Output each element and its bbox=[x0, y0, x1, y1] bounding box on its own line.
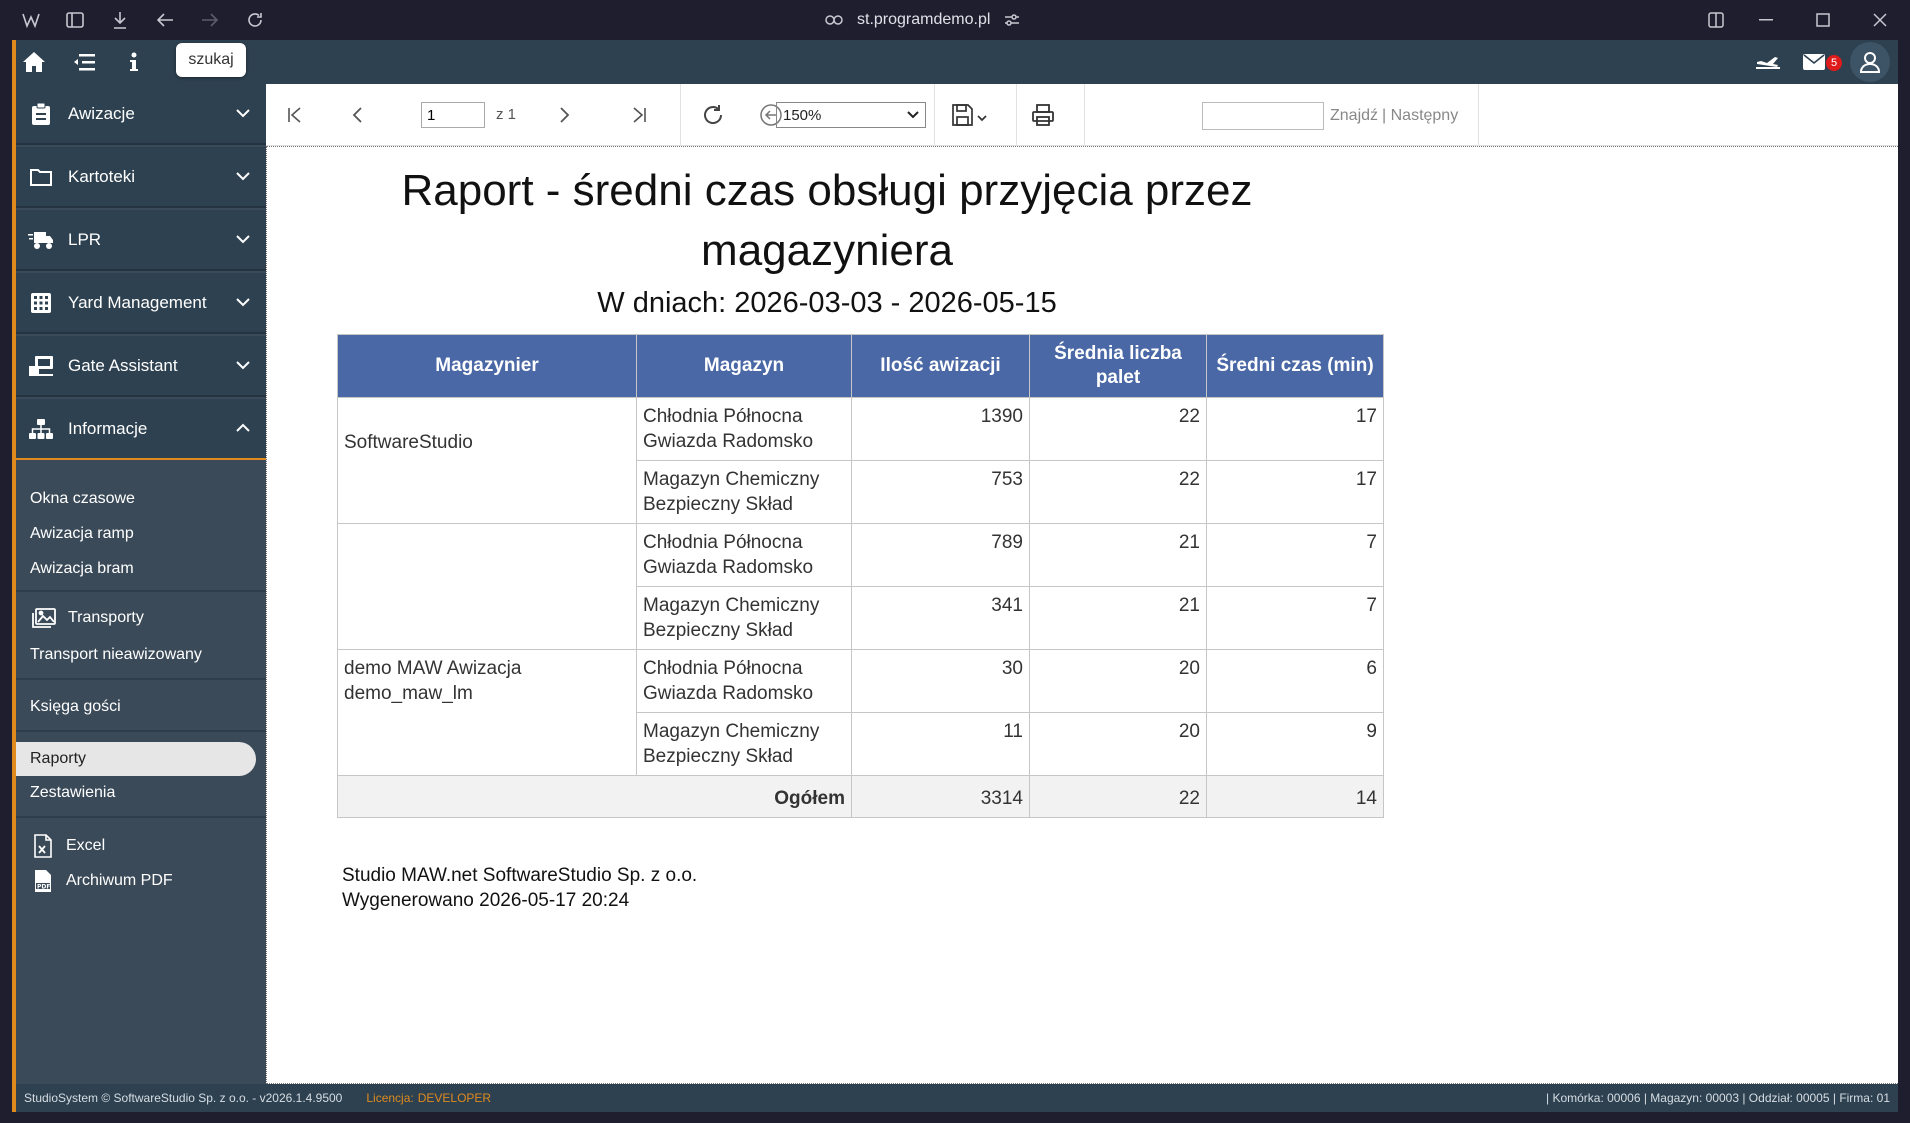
sidebar-item-label: Transport nieawizowany bbox=[30, 646, 202, 663]
report-date-range: W dniach: 2026-03-03 - 2026-05-15 bbox=[597, 287, 1057, 319]
sidebar-section-label: Yard Management bbox=[68, 292, 207, 312]
forward-arrow-icon[interactable] bbox=[196, 6, 224, 34]
chevron-down-icon bbox=[234, 293, 252, 311]
time-cell: 17 bbox=[1207, 398, 1384, 461]
grid-icon bbox=[28, 290, 54, 316]
sidebar-section-label: Awizacje bbox=[68, 103, 135, 123]
sidebar-divider bbox=[16, 678, 266, 680]
worker-cell: SoftwareStudio bbox=[338, 398, 637, 524]
time-cell: 7 bbox=[1207, 524, 1384, 587]
toolbar-separator bbox=[680, 84, 681, 146]
find-next-link[interactable]: | Następny bbox=[1382, 107, 1459, 124]
total-row bbox=[338, 776, 1384, 818]
address-bar[interactable] bbox=[825, 7, 1020, 33]
warehouse-cell: Magazyn Chemiczny Bezpieczny Skład bbox=[637, 461, 852, 524]
report-viewer-toolbar bbox=[266, 84, 1898, 146]
sidebar-item-label: Excel bbox=[66, 837, 106, 854]
total-pallets-cell: 22 bbox=[1030, 776, 1207, 818]
app-window bbox=[12, 40, 1898, 1112]
sidebar-section-label: Informacje bbox=[68, 418, 148, 438]
context-info: | Komórka: 00006 | Magazyn: 00003 | Oddział: 00005 | Firma: 01 bbox=[1546, 1091, 1890, 1105]
copyright-text: StudioSystem © SoftwareStudio Sp. z o.o. - v2026.1.4.9500 bbox=[24, 1091, 343, 1105]
footer-generated: Wygenerowano 2026-05-17 20:24 bbox=[342, 890, 630, 911]
time-cell: 9 bbox=[1207, 713, 1384, 776]
reload-icon[interactable] bbox=[241, 6, 269, 34]
sidebar-item-label: Transporty bbox=[68, 609, 144, 626]
print-icon[interactable] bbox=[1028, 100, 1058, 130]
excel-file-icon bbox=[32, 834, 54, 858]
warehouse-cell: Chłodnia Północna Gwiazda Radomsko bbox=[637, 650, 852, 713]
sidebar-section-gate-assistant[interactable] bbox=[16, 336, 266, 397]
sidebar-section-yard-management[interactable] bbox=[16, 273, 266, 334]
sidebar-item-label: Awizacja ramp bbox=[30, 525, 134, 542]
time-cell: 7 bbox=[1207, 587, 1384, 650]
zoom-select[interactable] bbox=[776, 102, 926, 128]
toolbar-separator bbox=[1084, 84, 1085, 146]
folder-icon bbox=[28, 164, 54, 190]
clipboard-icon bbox=[28, 101, 54, 127]
sidebar-item-excel[interactable] bbox=[32, 834, 105, 858]
time-cell: 17 bbox=[1207, 461, 1384, 524]
sidebar-toggle-icon[interactable] bbox=[61, 6, 89, 34]
column-header-warehouse: Magazyn bbox=[637, 335, 852, 398]
column-header-time: Średni czas (min) bbox=[1207, 335, 1384, 398]
pdf-file-icon bbox=[32, 869, 54, 893]
top-navigation-bar bbox=[16, 40, 1898, 84]
table-header-row bbox=[338, 335, 1384, 398]
pallets-cell: 20 bbox=[1030, 713, 1207, 776]
license-value: DEVELOPER bbox=[417, 1091, 492, 1105]
toolbar-separator bbox=[934, 84, 935, 146]
warehouse-cell: Magazyn Chemiczny Bezpieczny Skład bbox=[637, 587, 852, 650]
page-number-input[interactable] bbox=[421, 102, 485, 128]
page-count-label: z 1 bbox=[496, 106, 517, 123]
sidebar-section-awizacje[interactable] bbox=[16, 84, 266, 145]
warehouse-cell: Chłodnia Północna Gwiazda Radomsko bbox=[637, 524, 852, 587]
sidebar-item-transport-nieawizowany[interactable] bbox=[30, 646, 202, 664]
sidebar bbox=[16, 84, 266, 1084]
refresh-icon[interactable] bbox=[698, 100, 728, 130]
find-link[interactable]: Znajdź bbox=[1330, 107, 1379, 124]
search-tooltip[interactable]: szukaj bbox=[176, 43, 246, 77]
report-table bbox=[337, 334, 1384, 818]
close-icon[interactable] bbox=[1866, 6, 1894, 34]
browser-titlebar bbox=[0, 0, 1910, 40]
sidebar-divider bbox=[16, 590, 266, 592]
find-next-label: Następny bbox=[1390, 107, 1459, 124]
find-text-input[interactable] bbox=[1202, 102, 1324, 130]
zoom-value: 150% bbox=[783, 106, 822, 124]
report-title: Raport - średni czas obsługi przyjęcia przez magazyniera bbox=[401, 166, 1253, 275]
sitemap-icon bbox=[28, 416, 54, 442]
total-time-cell: 14 bbox=[1207, 776, 1384, 818]
minimize-icon[interactable] bbox=[1752, 6, 1780, 34]
sidebar-item-label: Okna czasowe bbox=[30, 490, 135, 507]
sidebar-section-label: Kartoteki bbox=[68, 166, 136, 186]
column-header-worker: Magazynier bbox=[338, 335, 637, 398]
chevron-down-icon bbox=[234, 167, 252, 185]
truck-icon bbox=[28, 227, 54, 253]
chevron-down-icon bbox=[234, 104, 252, 122]
image-icon bbox=[32, 608, 56, 628]
status-bar bbox=[16, 1084, 1898, 1112]
worker-cell bbox=[338, 524, 637, 650]
toolbar-separator bbox=[1478, 84, 1479, 146]
license-label: Licencja: bbox=[366, 1091, 414, 1105]
link-icon bbox=[825, 14, 843, 26]
sidebar-item-zestawienia[interactable] bbox=[30, 784, 115, 802]
chevron-down-icon bbox=[234, 230, 252, 248]
pallets-cell: 22 bbox=[1030, 398, 1207, 461]
pallets-cell: 21 bbox=[1030, 524, 1207, 587]
back-arrow-icon[interactable] bbox=[151, 6, 179, 34]
table-row bbox=[338, 398, 1384, 461]
report-footer bbox=[342, 863, 697, 913]
sidebar-divider bbox=[16, 730, 266, 732]
url-text[interactable]: st.programdemo.pl bbox=[857, 11, 991, 28]
info-icon[interactable] bbox=[119, 47, 149, 77]
time-cell: 6 bbox=[1207, 650, 1384, 713]
user-avatar-icon[interactable] bbox=[1850, 42, 1890, 82]
previous-page-icon[interactable] bbox=[342, 100, 372, 130]
column-header-count: Ilość awizacji bbox=[852, 335, 1030, 398]
sidebar-item-awizacja-bram[interactable] bbox=[30, 560, 134, 578]
sidebar-section-label: Gate Assistant bbox=[68, 355, 178, 375]
worker-cell: demo MAW Awizacja demo_maw_lm bbox=[338, 650, 637, 776]
total-label: Ogółem bbox=[338, 776, 852, 818]
next-page-icon[interactable] bbox=[550, 100, 580, 130]
table-row bbox=[338, 524, 1384, 587]
plane-icon[interactable] bbox=[1753, 47, 1783, 77]
gate-icon bbox=[28, 353, 54, 379]
toolbar-separator bbox=[1016, 84, 1017, 146]
download-icon[interactable] bbox=[106, 6, 134, 34]
count-cell: 11 bbox=[852, 713, 1030, 776]
sidebar-item-archiwum-pdf[interactable] bbox=[32, 869, 173, 893]
chevron-down-icon bbox=[907, 111, 919, 119]
pallets-cell: 20 bbox=[1030, 650, 1207, 713]
footer-company: Studio MAW.net SoftwareStudio Sp. z o.o. bbox=[342, 865, 698, 886]
sidebar-section-lpr[interactable] bbox=[16, 210, 266, 271]
warehouse-cell: Chłodnia Północna Gwiazda Radomsko bbox=[637, 398, 852, 461]
sidebar-item-label: Archiwum PDF bbox=[66, 872, 173, 889]
last-page-icon[interactable] bbox=[624, 100, 654, 130]
count-cell: 789 bbox=[852, 524, 1030, 587]
total-count-cell: 3314 bbox=[852, 776, 1030, 818]
count-cell: 30 bbox=[852, 650, 1030, 713]
mail-count-badge: 5 bbox=[1826, 55, 1842, 71]
sidebar-divider bbox=[16, 816, 266, 818]
report-page bbox=[266, 146, 1898, 1084]
column-header-pallets: Średnia liczba palet bbox=[1030, 335, 1207, 398]
maximize-icon[interactable] bbox=[1809, 6, 1837, 34]
pallets-cell: 21 bbox=[1030, 587, 1207, 650]
split-view-icon[interactable] bbox=[1702, 6, 1730, 34]
count-cell: 341 bbox=[852, 587, 1030, 650]
sidebar-item-ksiega-gosci[interactable] bbox=[30, 698, 121, 716]
sidebar-item-label: Awizacja bram bbox=[30, 560, 134, 577]
warehouse-cell: Magazyn Chemiczny Bezpieczny Skład bbox=[637, 713, 852, 776]
menu-collapse-icon[interactable] bbox=[69, 47, 99, 77]
count-cell: 753 bbox=[852, 461, 1030, 524]
sidebar-section-informacje[interactable] bbox=[16, 399, 266, 460]
chevron-down-icon bbox=[234, 356, 252, 374]
home-icon[interactable] bbox=[19, 47, 49, 77]
browser-logo-icon[interactable] bbox=[17, 6, 45, 34]
pallets-cell: 22 bbox=[1030, 461, 1207, 524]
sidebar-item-awizacja-ramp[interactable] bbox=[30, 525, 134, 543]
sidebar-item-label: Zestawienia bbox=[30, 784, 116, 801]
sidebar-section-kartoteki[interactable] bbox=[16, 147, 266, 208]
svg-text:PDF: PDF bbox=[37, 883, 51, 891]
sidebar-item-raporty[interactable]: Raporty bbox=[16, 742, 256, 776]
first-page-icon[interactable] bbox=[280, 100, 310, 130]
chevron-up-icon bbox=[234, 419, 252, 437]
site-settings-icon[interactable] bbox=[1004, 13, 1020, 27]
export-save-icon[interactable] bbox=[946, 100, 996, 130]
sidebar-section-label: LPR bbox=[68, 229, 102, 249]
sidebar-item-transporty[interactable] bbox=[32, 608, 144, 628]
sidebar-item-label: Księga gości bbox=[30, 698, 121, 715]
count-cell: 1390 bbox=[852, 398, 1030, 461]
table-row bbox=[338, 650, 1384, 713]
sidebar-item-okna-czasowe[interactable] bbox=[30, 490, 135, 508]
mail-icon[interactable] bbox=[1799, 47, 1829, 77]
